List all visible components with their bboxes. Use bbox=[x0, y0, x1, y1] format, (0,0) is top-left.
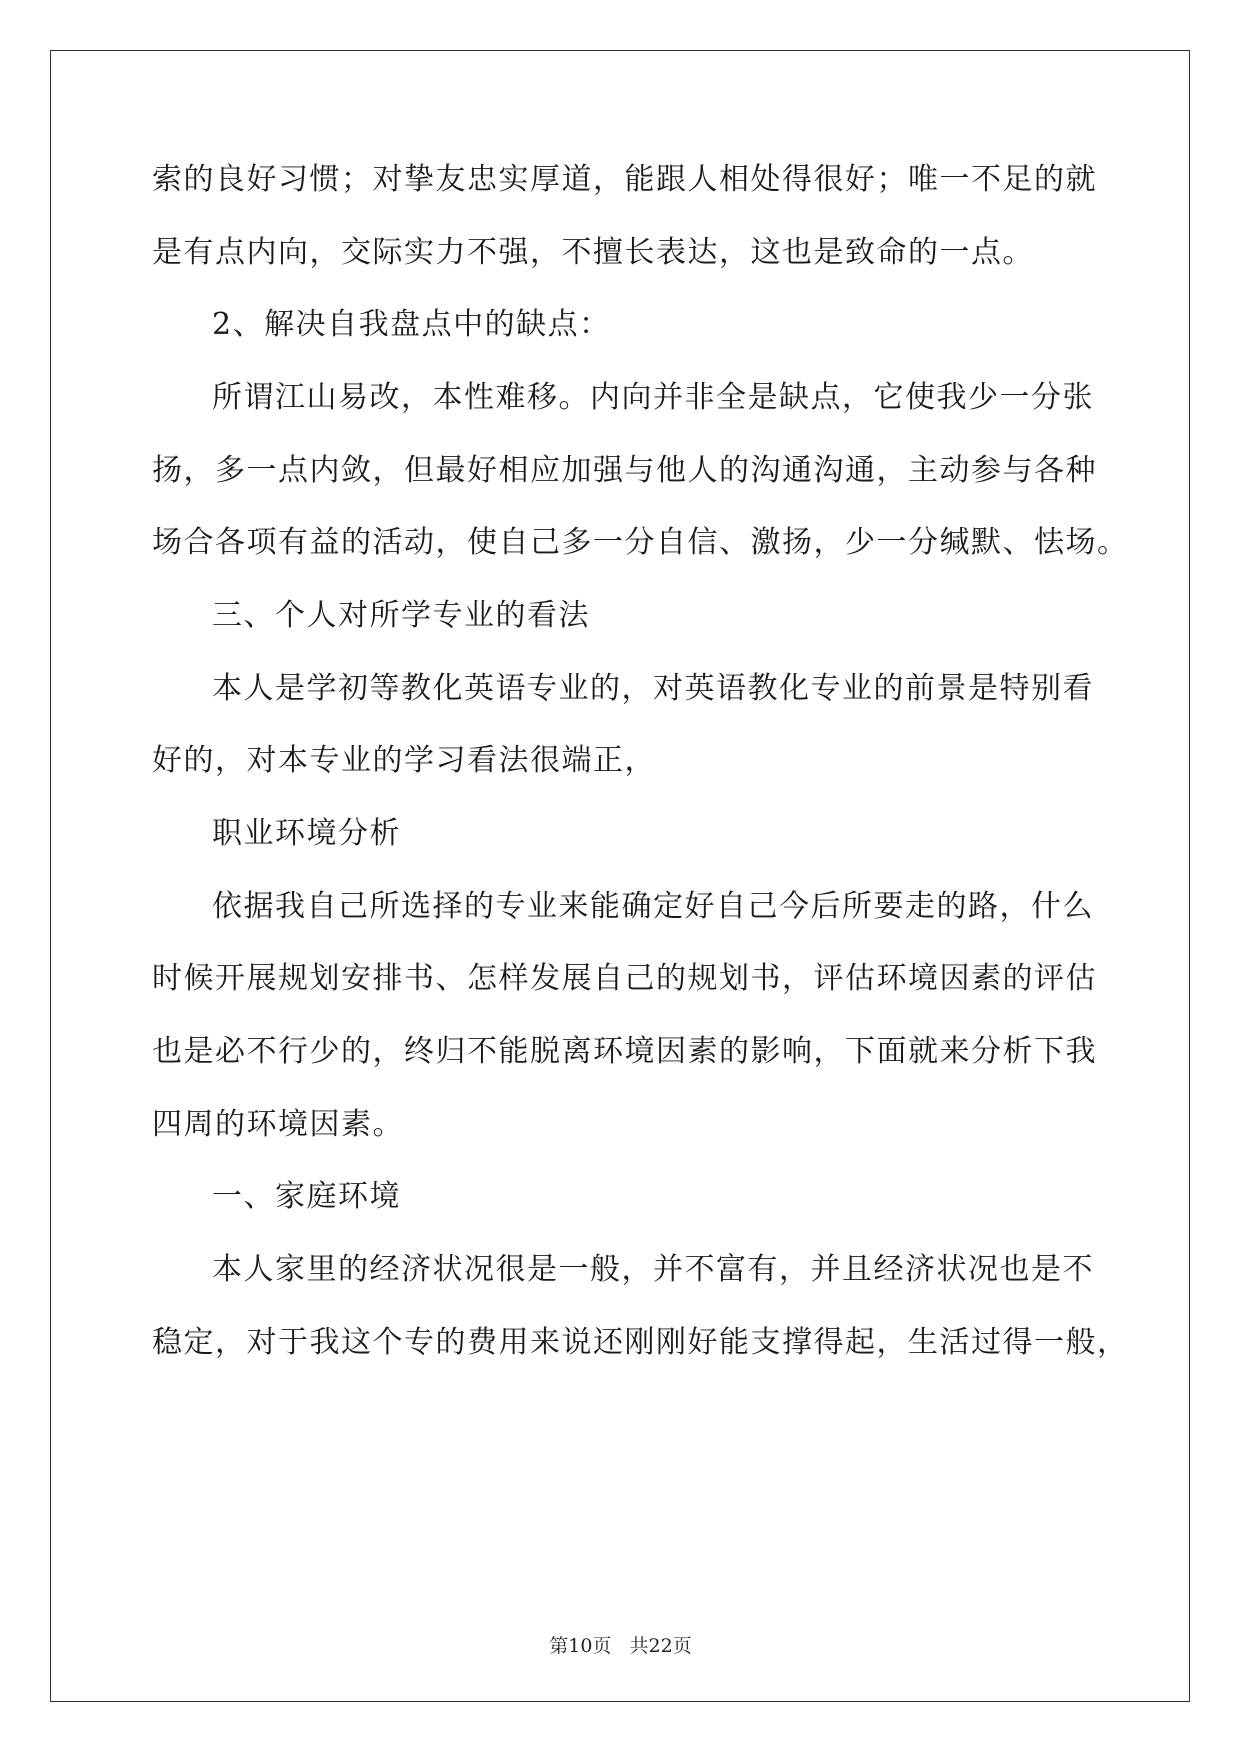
section-heading: 三、个人对所学专业的看法 bbox=[212, 598, 590, 633]
paragraph-line: 也是必不行少的，终归不能脱离环境因素的影响，下面就来分析下我 bbox=[152, 1034, 1097, 1069]
section-heading: 职业环境分析 bbox=[212, 816, 401, 851]
total-page-count: 共22页 bbox=[629, 1635, 692, 1657]
paragraph-line: 是有点内向，交际实力不强，不擅长表达，这也是致命的一点。 bbox=[152, 235, 1034, 270]
paragraph-line: 稳定，对于我这个专的费用来说还刚刚好能支撑得起，生活过得一般， bbox=[152, 1325, 1129, 1360]
paragraph-line: 索的良好习惯；对挚友忠实厚道，能跟人相处得很好；唯一不足的就 bbox=[152, 162, 1097, 197]
current-page-number: 第10页 bbox=[549, 1635, 612, 1657]
paragraph-line: 本人是学初等教化英语专业的，对英语教化专业的前景是特别看 bbox=[212, 671, 1094, 706]
page-footer bbox=[0, 1631, 1241, 1658]
paragraph-line: 本人家里的经济状况很是一般，并不富有，并且经济状况也是不 bbox=[212, 1252, 1094, 1287]
paragraph-line: 时候开展规划安排书、怎样发展自己的规划书，评估环境因素的评估 bbox=[152, 961, 1097, 996]
section-heading: 一、家庭环境 bbox=[212, 1179, 401, 1214]
paragraph-line: 四周的环境因素。 bbox=[152, 1107, 404, 1142]
paragraph-line: 所谓江山易改，本性难移。内向并非全是缺点，它使我少一分张 bbox=[212, 380, 1094, 415]
section-heading: 2、解决自我盘点中的缺点： bbox=[212, 307, 611, 342]
paragraph-line: 依据我自己所选择的专业来能确定好自己今后所要走的路，什么 bbox=[212, 889, 1094, 924]
page-border bbox=[50, 50, 1190, 1702]
paragraph-line: 好的，对本专业的学习看法很端正， bbox=[152, 743, 656, 778]
paragraph-line: 场合各项有益的活动，使自己多一分自信、激扬，少一分缄默、怯场。 bbox=[152, 525, 1129, 560]
paragraph-line: 扬，多一点内敛，但最好相应加强与他人的沟通沟通，主动参与各种 bbox=[152, 453, 1097, 488]
